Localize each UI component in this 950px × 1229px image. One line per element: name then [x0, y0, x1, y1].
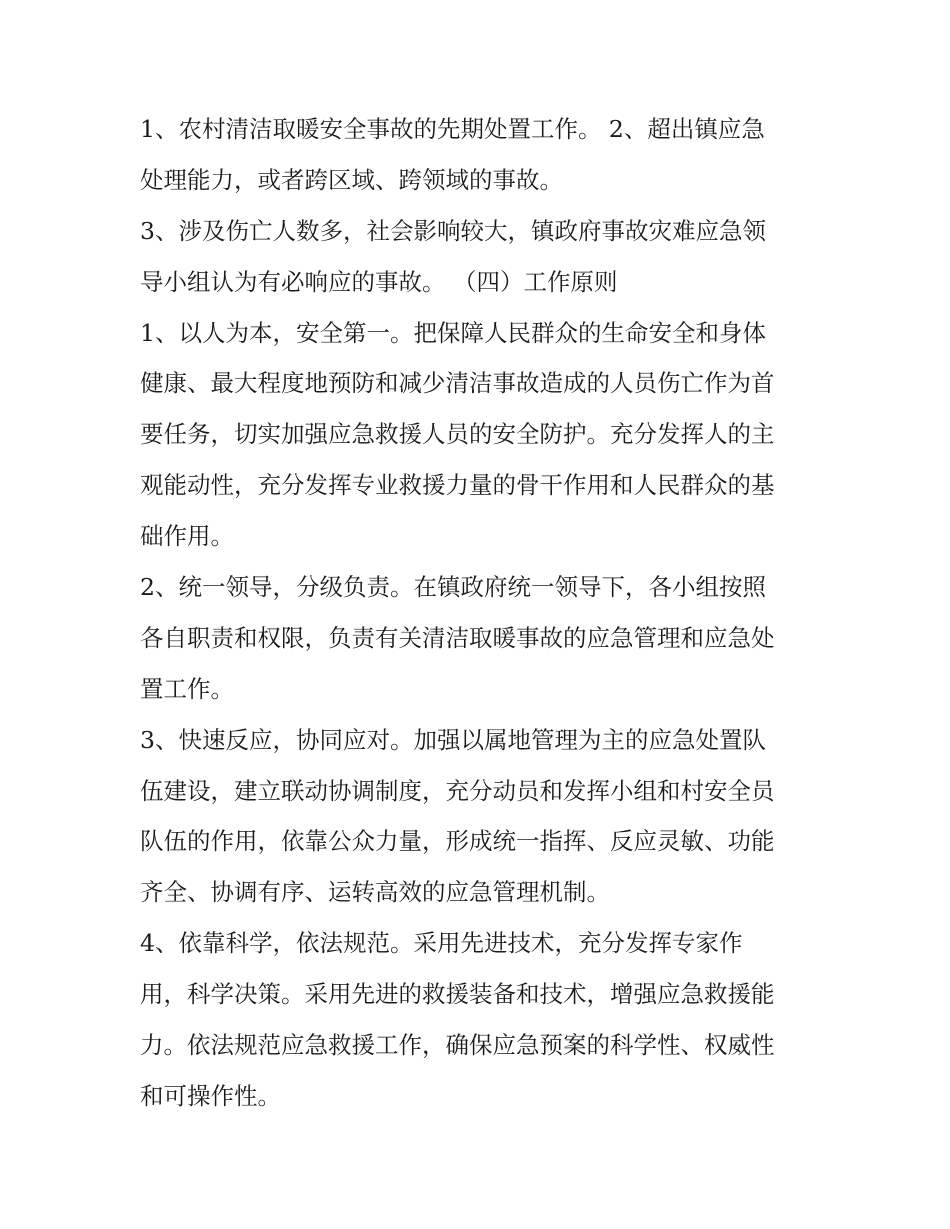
paragraph-scope-1: [140, 104, 820, 206]
paragraph-principle-4: [140, 918, 820, 1122]
text-line: 力。依法规范应急救援工作，确保应急预案的科学性、权威性: [140, 1031, 775, 1060]
document-body: [140, 104, 820, 1122]
paragraph-scope-3: [140, 206, 820, 308]
text-line: 队伍的作用，依靠公众力量，形成统一指挥、反应灵敏、功能: [140, 827, 775, 856]
paragraph-principle-2: [140, 562, 820, 715]
text-line: 要任务，切实加强应急救援人员的安全防护。充分发挥人的主: [140, 420, 775, 449]
text-line: 和可操作性。: [140, 1081, 281, 1110]
paragraph-principle-1: [140, 308, 820, 562]
text-line: 齐全、协调有序、运转高效的应急管理机制。: [140, 878, 610, 907]
text-line: 4、依靠科学，依法规范。采用先进技术，充分发挥专家作: [140, 929, 743, 958]
text-line: 处理能力，或者跨区域、跨领域的事故。: [140, 165, 563, 194]
text-line: 各自职责和权限，负责有关清洁取暖事故的应急管理和应急处: [140, 623, 775, 652]
text-line: 础作用。: [140, 522, 234, 551]
text-line: 1、以人为本，安全第一。把保障人民群众的生命安全和身体: [140, 318, 766, 347]
text-line: 2、统一领导，分级负责。在镇政府统一领导下，各小组按照: [140, 573, 766, 602]
paragraph-principle-3: [140, 715, 820, 919]
text-line: 导小组认为有必响应的事故。 （四）工作原则: [140, 267, 618, 296]
text-line: 健康、最大程度地预防和减少清洁事故造成的人员伤亡作为首: [140, 369, 775, 398]
text-line: 1、农村清洁取暖安全事故的先期处置工作。 2、超出镇应急: [140, 115, 765, 143]
text-line: 观能动性，充分发挥专业救援力量的骨干作用和人民群众的基: [140, 471, 775, 500]
text-line: 3、涉及伤亡人数多，社会影响较大，镇政府事故灾难应急领: [140, 216, 766, 245]
text-line: 伍建设，建立联动协调制度，充分动员和发挥小组和村安全员: [140, 776, 775, 805]
text-line: 用，科学决策。采用先进的救援装备和技术，增强应急救援能: [140, 980, 775, 1009]
text-line: 置工作。: [140, 674, 234, 703]
text-line: 3、快速反应，协同应对。加强以属地管理为主的应急处置队: [140, 725, 766, 754]
